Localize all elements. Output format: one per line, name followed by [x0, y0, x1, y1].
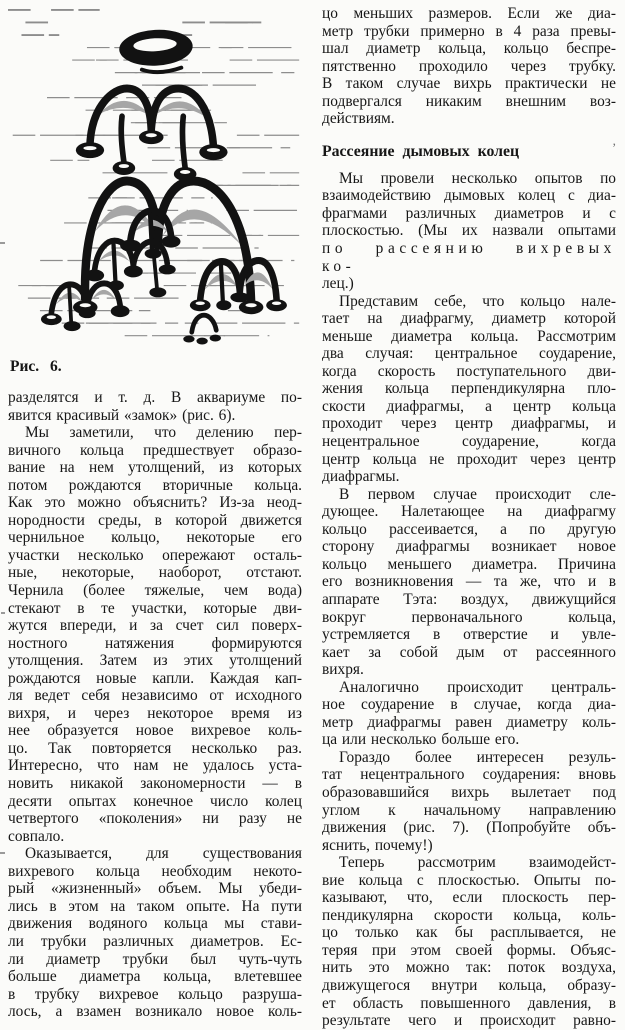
paragraph: [322, 486, 616, 679]
text-line: углом к начальному направлению: [322, 801, 616, 819]
paragraph: [322, 170, 616, 293]
text-line: рый «жизненный» объем. Мы убеди-: [8, 880, 302, 898]
text-line: новить никакой закономерности — в: [8, 775, 302, 793]
text-line: кольцо меньшего диаметра. Причина: [322, 555, 616, 573]
text-line: десяти опытах конечное число колец: [8, 792, 302, 810]
text-line: меньше диаметра кольца. Рассмотрим: [322, 327, 616, 345]
text-line: скости диафрагмы, а центр кольца: [322, 397, 616, 415]
text-line: плоскостью. (Мы их назвали опытами: [322, 222, 616, 240]
text-line: сторону диафрагмы возникает новое: [322, 538, 616, 556]
right-column: [322, 5, 616, 1030]
text-line: метр диафрагмы равен диаметру коль-: [322, 713, 616, 731]
paragraph: [8, 424, 302, 845]
right-column-top-text: [322, 5, 616, 128]
text-line: нее образуется новое вихревое коль-: [8, 722, 302, 740]
text-line: Интересно, что нам не удалось уста-: [8, 757, 302, 775]
text-line: по рассеянию вихревых ко-: [322, 240, 616, 275]
text-line: вихря.: [322, 661, 364, 679]
text-line: ли трубки различных диаметров. Ес-: [8, 932, 302, 950]
text-line: Аналогично происходит централь-: [339, 678, 616, 696]
left-column: [8, 5, 302, 1030]
text-line: Мы провели несколько опытов по: [339, 169, 616, 187]
text-line: теряя при этом своей формы. Объяс-: [322, 941, 616, 959]
text-line: его возникновения — та же, что и в: [322, 573, 616, 591]
second-generation-cascade: [41, 181, 287, 345]
scan-artifact: [0, 242, 5, 244]
text-line: ет область повышенного давления, в: [322, 994, 616, 1012]
text-line: аппарате Тэта: воздух, движущийся: [322, 590, 616, 608]
text-line: вие кольца с плоскостью. Опыты по-: [322, 871, 616, 889]
text-line: пендикулярна скорости кольца, коль-: [322, 906, 616, 924]
text-line: чернильное кольцо, некоторые его: [8, 529, 302, 547]
text-line: вихря, и через некоторое время из: [8, 704, 302, 722]
text-line: проходит через центр диафрагмы, и: [322, 415, 616, 433]
text-line: в трубку вихревое кольцо разруша-: [8, 985, 302, 1003]
text-line: яснить, почему!): [322, 836, 433, 854]
figure-6-illustration: [8, 3, 302, 349]
text-line: жутся впереди, и за счет сил поверх-: [8, 617, 302, 635]
text-line: Гораздо более интересен резуль-: [339, 748, 616, 766]
text-line: пятственно проходило через трубку.: [322, 57, 616, 75]
primary-ring: [118, 28, 193, 72]
text-line: когда скорость поступательного дви-: [322, 362, 616, 380]
paragraph: [322, 5, 616, 128]
scan-artifact: ’: [612, 140, 617, 155]
text-line: кает за собой дым от рассеянного: [322, 643, 616, 661]
text-line: четвертого «поколения» ни разу не: [8, 810, 302, 828]
paragraph: [322, 679, 616, 749]
text-line: Чернила (более тяжелые, чем вода): [8, 582, 302, 600]
text-line: явится красивый «замок» (рис. 6).: [8, 406, 236, 424]
text-line: совпало.: [8, 827, 65, 845]
text-line: шал диаметр кольца, кольцо беспре-: [322, 40, 616, 58]
paragraph: [322, 854, 616, 1029]
text-line: образовавшийся вихрь вылетает под: [322, 783, 616, 801]
text-line: ностного натяжения формируются: [8, 634, 302, 652]
text-line: Оказывается, для существования: [25, 845, 302, 863]
text-line: действиям.: [322, 110, 395, 128]
figure-caption: Рис. 6.: [10, 358, 62, 375]
text-line: Как это можно объяснить? Из-за неод-: [8, 494, 302, 512]
text-line: вихревого кольца необходим некото-: [8, 862, 302, 880]
text-line: устремляется в отверстие и увле-: [322, 626, 616, 644]
text-line: цо только как бы расплывается, не: [322, 924, 616, 942]
text-line: движения (рис. 7). (Попробуйте объ-: [322, 819, 616, 837]
text-line: центр кольца не проходит через центр: [322, 450, 616, 468]
text-line: лось, а взамен возникало новое коль-: [8, 1003, 302, 1021]
text-line: вание на нем утолщений, из которых: [8, 459, 302, 477]
text-line: Теперь рассмотрим взаимодейст-: [339, 854, 616, 872]
text-line: цо. Так повторяется несколько раз.: [8, 739, 302, 757]
text-line: В таком случае вихрь практически не: [322, 75, 616, 93]
paragraph: [322, 749, 616, 854]
text-line: разделятся и т. д. В аквариуме по-: [8, 389, 302, 406]
text-line: ли диаметр трубки был чуть-чуть: [8, 950, 302, 968]
figure-6: [8, 3, 302, 349]
text-line: движения водяного кольца мы стави-: [8, 915, 302, 933]
text-line: Мы заметили, что делению пер-: [25, 424, 302, 442]
text-line: жения кольца перпендикулярна пло-: [322, 380, 616, 398]
text-line: потом рождаются вторичные кольца.: [8, 476, 302, 494]
text-line: нородности среды, в которой движется: [8, 511, 302, 529]
paragraph: [8, 389, 302, 424]
text-line: метр трубки примерно в 4 раза превы-: [322, 22, 616, 40]
text-line: ное соударение в случае, когда диа-: [322, 696, 616, 714]
text-line: взаимодействию дымовых колец с диа-: [322, 187, 616, 205]
text-line: тает на диафрагму, диаметр которой: [322, 310, 616, 328]
text-line: дующее. Налетающее на диафрагму: [322, 503, 616, 521]
text-line: тат нецентрального соударения: вновь: [322, 766, 616, 784]
text-line: Представим себе, что кольцо нале-: [339, 292, 616, 310]
text-line: цо меньших размеров. Если же диа-: [322, 5, 616, 22]
text-line: результате чего и происходит равно-: [322, 1012, 616, 1030]
text-line: рождаются новые капли. Каждая кап-: [8, 669, 302, 687]
text-line: казывают, что, если плоскость пер-: [322, 889, 616, 907]
text-line: нецентральное соударение, когда: [322, 433, 616, 451]
text-line: участки несколько опережают осталь-: [8, 546, 302, 564]
text-line: подвергался никаким внешним воз-: [322, 92, 616, 110]
right-column-main-text: [322, 170, 616, 1030]
text-line: диафрагмы.: [322, 468, 400, 486]
text-line: утолщения. Затем из этих утолщений: [8, 652, 302, 670]
two-column-layout: [8, 5, 617, 1030]
text-line: ца или несколько больше его.: [322, 731, 520, 749]
text-line: В первом случае происходит сле-: [339, 485, 616, 503]
text-line: кольцо рассеивается, а по другую: [322, 520, 616, 538]
text-line: вичного кольца предшествует образо-: [8, 441, 302, 459]
text-line: больше диаметра кольца, влетевшее: [8, 968, 302, 986]
scan-artifact: [1, 612, 5, 614]
text-line: лись в этом на таком опыте. На пути: [8, 897, 302, 915]
scan-artifact: [0, 852, 5, 854]
paragraph: [322, 293, 616, 486]
paragraph: [8, 845, 302, 1020]
text-line: фрагмами различных диаметров и с: [322, 204, 616, 222]
text-line: два случая: центральное соударение,: [322, 345, 616, 363]
left-column-text: [8, 389, 302, 1021]
text-line: ля ведет себя независимо от исходного: [8, 687, 302, 705]
text-line: ные, некоторые, наоборот, отстают.: [8, 564, 302, 582]
text-line: лец.): [322, 275, 354, 293]
text-line: стекают в те участки, которые дви-: [8, 599, 302, 617]
section-heading: Рассеяние дымовых колец: [322, 142, 520, 160]
text-line: вокруг первоначального кольца,: [322, 608, 616, 626]
text-line: движущегося внутри кольца, образу-: [322, 976, 616, 994]
text-line: нить это можно так: поток воздуха,: [322, 959, 616, 977]
